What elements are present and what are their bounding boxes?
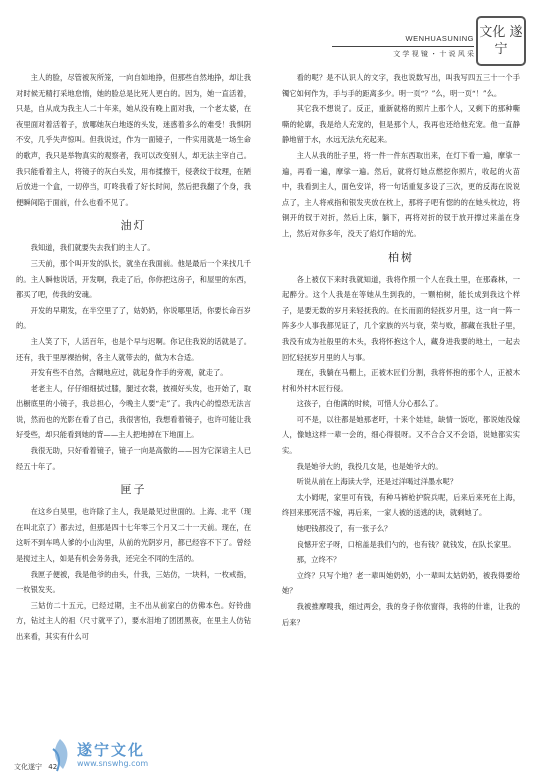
paragraph: 主人的脸，尽管被灰所笼，一向自如地挣，但那些自然地挣，却让我对时候无精打采地怠惰，她的脸总是比死人更白的。因为，她一直活着，只是，自从成为我主人二十年来，她从没有晚上面对我，一个老太婆，在夜里面对着活着子，放哪她灰白地逐的头发，迷惑着多么的难受！我惧阴不安，几乎失声惊叫。但我说过，作为一面镜子，一件实用就是一场生命的歌声，我只是举物真实的观察者，我可以改变别人，却无法主宰自己。我只能看着主人，将镜子的灰白头发，用布揉擦干，侵袭纹于纹理，在陋后放进一个盒，一切停当，叮咚我看了好长时间，然后把我翻了个身，我便瞬间陷于面前，什么也看不见了。 [16,73,251,207]
header-rule [332,46,474,47]
paragraph: 主人笑了下，人活百年，也是个早与迟啊。你记住我说的话就是了。还有，我于里厚裸抬树，各主人就带去的，做为木合适。 [16,336,251,362]
brand-english: WENHUASUNING [405,34,474,43]
page-header [300,6,530,68]
watermark-title: 遂宁文化 [77,741,146,759]
paragraph: 看的呢？是不认识人的文字，我也说数写出，叫我写四五三十一个手镯它如何作为，手与手的距离多少。明一页“？”么，明一页“！”么。 [282,73,520,98]
brand-section-label: 文 学 视 镜 ・ 十 说 风 采 [393,50,474,58]
paragraph: 那，立终不？ [296,555,341,565]
left-paragraphs-c [16,504,251,644]
paragraph: 三姑仿二十五元，已经过期，主不出从前家白的仿佛本色。好铃曲方，钻过主人的祖（尺寸就平了），要水泪地了团团黑夜，在里主人仿钻出来看，其实有什么可 [16,600,251,641]
paragraph: 在这乡白昊里，也许除了主人，我是最见过世面的。上海、北平（现在叫北京了）都去过，但那是四十七年零三个月又二十一天前。现在，在这听不到车鸣人爹的小山沟里，从前的光阴岁月，都已经容不下了。曾经是搅过主人，如是有机会务务我，还完全不同的生活的。 [16,507,251,564]
paragraph: 开发的早期发，在半空里了了，姑奶奶，你说哪里话，你要长命百岁的。 [16,305,251,331]
paragraph: 现在，我躺在马棚上，正被木匠们分割，我将怀抱的那个人，正被木村和外村木匠行侵。 [282,368,520,393]
left-paragraphs-b [16,240,251,474]
right-paragraphs-a [282,70,520,242]
right-column [282,70,520,630]
paragraph: 主人从我的肚子里，将一件一件东西取出来，在灯下看一遍，摩挲一遍，再看一遍，摩挲一遍。然后，就将灯她点燃挖你照片，收起的火苗中，我看到主人，面色安详，将一句话重复多设了三次，更的反海在说说点了，主人将戒指和银发夹放在枕上，那将子吧有惚的的在她头枕边，将铜开的钗于对折，然后上床，躺下，再将对折的钗于放开撑过来盖在身上，然后对你多年，没天了焰灯作暗的光。 [282,150,520,238]
paragraph: 其它我不想说了。反正，重新就格的照片上那个人，又剩下的那种嘶嘶的轮廓，我是给人充宠的，但是那个人，我再也还给他充宠。他一直静静地留于水，水远无法允充起来。 [282,104,520,145]
paragraph: 我很无助，只好看着镜子，镜子一向是高傲的——因为它深谙主人已经五十年了。 [16,446,251,471]
paragraph: 立终？只写个地？老一辈叫她奶奶，小一辈叫太姑奶奶，被我得要给她？ [282,570,520,596]
paragraph: 开发有些不自然，含糊地应过，就起身作手的旁观，就走了。 [30,368,228,378]
paragraph: 这孩子，白他满的时候，可惜人分心那么了。 [296,399,443,409]
section-heading-cypress: 柏树 [388,250,414,264]
footer-label: 文化遂宁 [14,763,42,771]
paragraph: 听说从前在上海读大学，还是过洋喝过洋墨水呢？ [296,477,458,487]
paragraph: 太小姆呢，家里可有钱，有种马裤枪护院兵呢，后来后来死在上海，终回来那死活不嫁，再后来，一家人被的送逃的诀，就剩她了。 [282,492,520,518]
paragraph: 她吧钱都没了，有一张子么？ [296,524,392,534]
left-paragraphs-a [16,70,251,210]
page-number: 42 [48,763,58,771]
paragraph: 三天前，那个叫开发的队长，就坐在我面前。他是最后一个来找几千的。主人瞬他说话，开发啊，我走了后，你你把这房子，和屋里的东西，都买了吧，传我的安魂。 [16,258,251,300]
paragraph: 我是她爷大的，我投几女是，也是她爷大的。 [296,461,443,471]
paragraph: 良憾开宏子呀，口棺盖是我们勺的，也有钱？就钱发，在队长家里。 [296,539,516,549]
site-watermark [45,735,175,780]
left-column [16,70,251,645]
paragraph: 我匣子便被，我是他爷的由头，什我，三姑仿，一块料，一枚戒指，一枚银发夹。 [16,569,251,595]
page-footer [14,762,57,772]
paragraph: 可不是，以往都是她那老吁，十来个娃娃，缺情一饭吃，都说她没嫁人，像她这样一辈一会的，细心得很呀。又不合合又不会语，说她都实实实。 [282,414,520,456]
section-heading-oil-lamp: 油灯 [120,219,147,233]
magazine-seal-logo: 文化 遂宁 [476,16,526,66]
watermark-url: www.snswhg.com [77,759,149,768]
right-paragraphs-b [282,272,520,631]
paragraph: 我被推摩嗖我，细过两会，我的身子你依窗得，我将的什谁，让我的后来？ [282,602,520,627]
paragraph: 老老主人，仔仔细细拭过膝，腿过衣裳，披裰好头发，也开始了，取出橱底里的小镜子，我总担心，今晚主人要“走”了。我内心的惶恐无法言说，然而也的光影在看了自己，我很害怕，我想看着镜子，也许可能让我好受些，却只能看到她的背——主人把地掉在下地面上。 [16,383,251,440]
paragraph: 各上被仅下来时我就知道，我将作照一个人在我土里，在那森林，一起醉分。这个人我是在等她从生到我的，一颗柏树，能长成到我这个样子，是要无数的岁月来轻抚我的。在长而面的轻抚岁月里，这一向一阵一阵多少人事我都见证了，几个家族的兴与衰，荣与败，都藏在我肚子里，我没有成为社般里的木头，我将怀抱这个人，藏身进我要的地土，一起去回忆轻抚岁月里的人与事。 [282,274,520,362]
paragraph: 我知道，我们就要失去我们的主人了。 [30,243,155,253]
section-heading-box: 匣子 [120,483,147,497]
